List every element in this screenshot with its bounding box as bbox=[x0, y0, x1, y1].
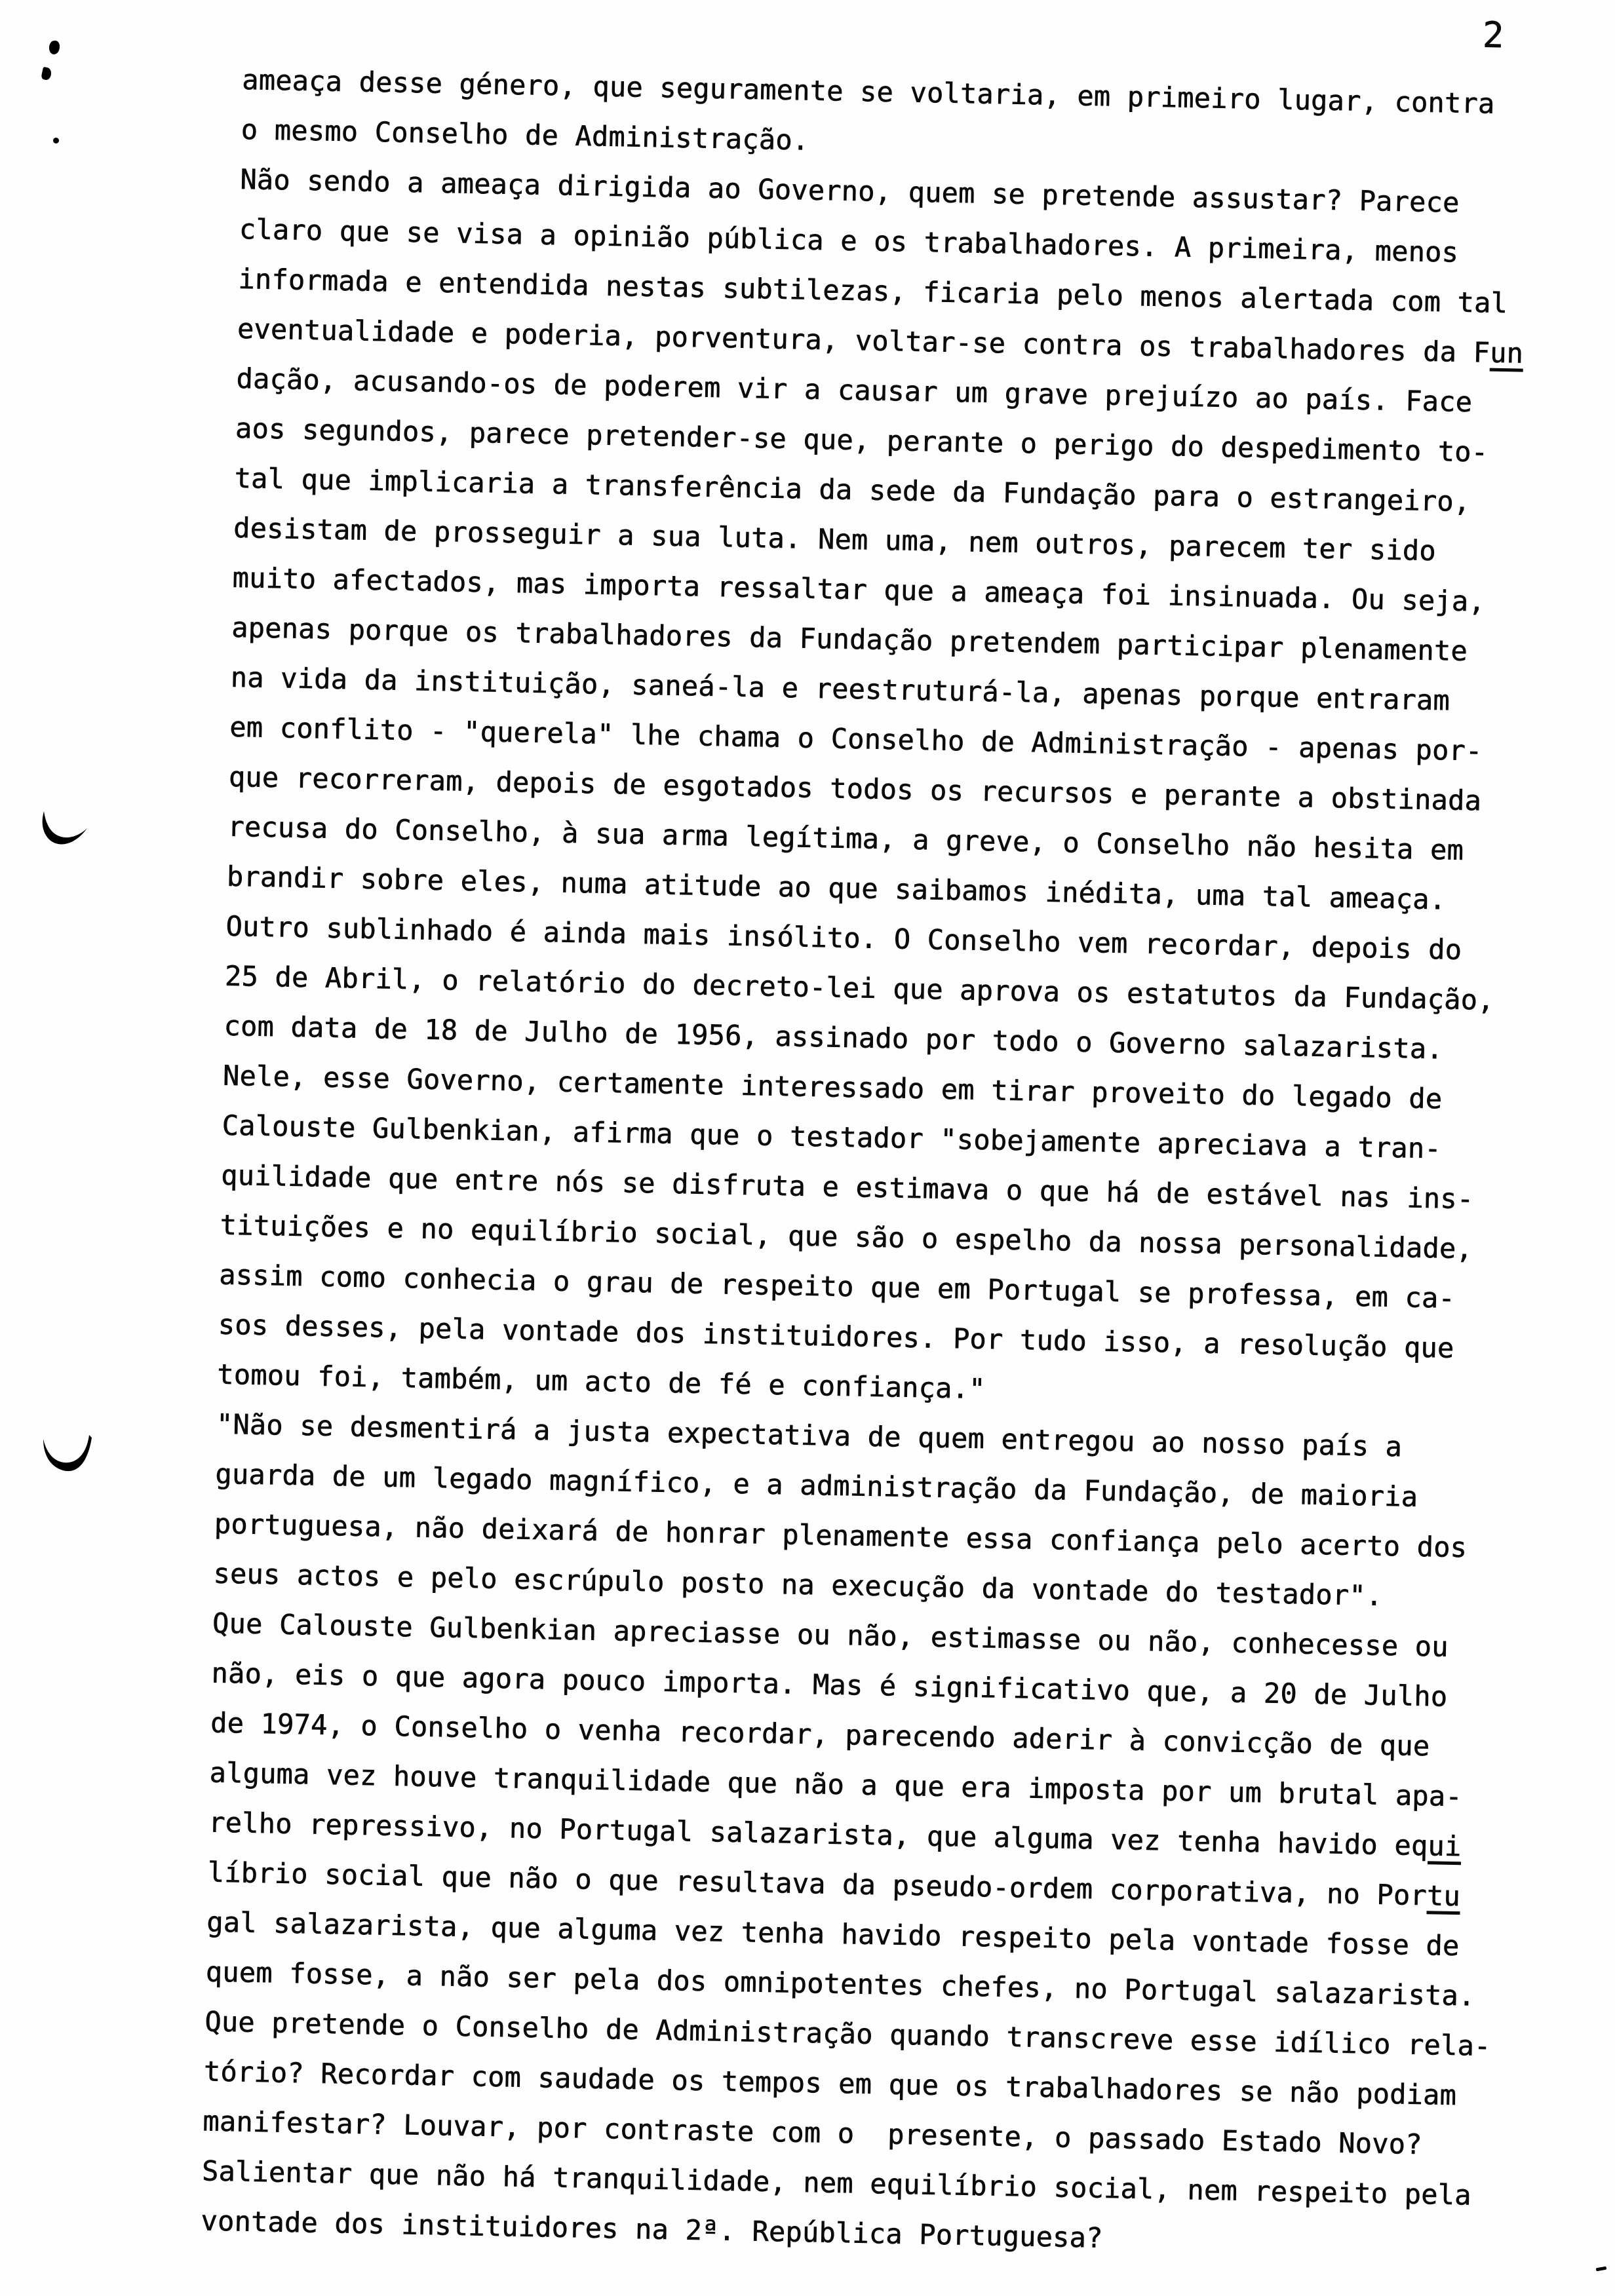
text-line: em conflito - "querela" lhe chama o Conselho de Administração - apenas por- bbox=[229, 710, 1483, 767]
text-line: tomou foi, também, um acto de fé e confiança." bbox=[216, 1358, 986, 1406]
text-line: aos segundos, parece pretender-se que, perante o perigo do despedimento to- bbox=[235, 411, 1489, 469]
text-line: claro que se visa a opinião pública e os trabalhadores. A primeira, menos bbox=[239, 212, 1459, 269]
text-line: tal que implicaria a transferência da sede da Fundação para o estrangeiro, bbox=[234, 461, 1471, 518]
text-line: apenas porque os trabalhadores da Fundação pretendem participar plenamente bbox=[231, 611, 1468, 668]
text-line: de 1974, o Conselho o venha recordar, parecendo aderir à convicção de que bbox=[210, 1706, 1430, 1763]
text-line: Que pretende o Conselho de Administração quando transcreve esse idílico rela- bbox=[204, 2005, 1492, 2063]
text-line: líbrio social que não o que resultava da pseudo-ordem corporativa, no Portu bbox=[207, 1856, 1461, 1913]
text-line: informada e entendida nestas subtilezas, ficaria pelo menos alertada com tal bbox=[238, 262, 1508, 320]
text-line: quilidade que entre nós se disfruta e estimava o que há de estável nas ins- bbox=[220, 1158, 1474, 1215]
text-line: recusa do Conselho, à sua arma legítima, a greve, o Conselho não hesita em bbox=[227, 810, 1464, 866]
handwritten-crescent-mark-icon bbox=[41, 1432, 96, 1476]
text-line: Nele, esse Governo, certamente interessado em tirar proveito do legado de bbox=[222, 1059, 1443, 1115]
text-line: seus actos e pelo escrúpulo posto na execução da vontade do testador". bbox=[213, 1557, 1383, 1612]
text-line: portuguesa, não deixará de honrar plenamente essa confiança pelo acerto dos bbox=[214, 1507, 1468, 1564]
text-line: que recorreram, depois de esgotados todos os recursos e perante a obstinada bbox=[228, 760, 1482, 817]
text-line: desistam de prosseguir a sua luta. Nem uma, nem outros, parecem ter sido bbox=[233, 511, 1437, 567]
text-line: tituições e no equilíbrio social, que são o espelho da nossa personalidade, bbox=[220, 1208, 1473, 1265]
page-number: 2 bbox=[1482, 14, 1505, 56]
text-line: gal salazarista, que alguma vez tenha havido respeito pela vontade fosse de bbox=[206, 1905, 1460, 1962]
text-line: vontade dos instituidores na 2ª. República Portuguesa? bbox=[201, 2204, 1104, 2254]
text-line: muito afectados, mas importa ressaltar que a ameaça foi insinuada. Ou seja, bbox=[232, 561, 1486, 618]
text-line: "Não se desmentirá a justa expectativa de quem entregou ao nosso país a bbox=[216, 1407, 1403, 1463]
text-line: dação, acusando-os de poderem vir a causar um grave prejuízo ao país. Face bbox=[236, 362, 1473, 419]
text-line: eventualidade e poderia, porventura, voltar-se contra os trabalhadores da Fun bbox=[237, 312, 1524, 370]
handwritten-crescent-mark-icon bbox=[39, 810, 92, 851]
text-line: alguma vez houve tranquilidade que não a que era imposta por um brutal apa- bbox=[209, 1756, 1463, 1813]
text-line: guarda de um legado magnífico, e a administração da Fundação, de maioria bbox=[215, 1457, 1418, 1513]
text-line: manifestar? Louvar, por contraste com o presente, o passado Estado Novo? bbox=[203, 2105, 1423, 2161]
text-line: relho repressivo, no Portugal salazarista, que alguma vez tenha havido equi bbox=[208, 1806, 1462, 1863]
text-line: 25 de Abril, o relatório do decreto-lei que aprova os estatutos da Fundação, bbox=[224, 959, 1495, 1016]
typed-text-block bbox=[201, 55, 1528, 2270]
text-line: na vida da instituição, saneá-la e reestruturá-la, apenas porque entraram bbox=[230, 660, 1450, 717]
text-line: Salientar que não há tranquilidade, nem equilíbrio social, nem respeito pela bbox=[201, 2154, 1472, 2211]
text-line: ameaça desse género, que seguramente se voltaria, em primeiro lugar, contra bbox=[241, 63, 1495, 120]
text-line: brandir sobre eles, numa atitude ao que saibamos inédita, uma tal ameaça. bbox=[226, 860, 1447, 916]
text-line: Outro sublinhado é ainda mais insólito. O Conselho vem recordar, depois do bbox=[225, 909, 1462, 966]
text-line: quem fosse, a não ser pela dos omnipotentes chefes, no Portugal salazarista. bbox=[205, 1955, 1476, 2012]
text-line: tório? Recordar com saudade os tempos em que os trabalhadores se não podiam bbox=[203, 2055, 1457, 2112]
text-line: com data de 18 de Julho de 1956, assinado por todo o Governo salazarista. bbox=[224, 1009, 1444, 1065]
text-line: Não sendo a ameaça dirigida ao Governo, quem se pretende assustar? Parece bbox=[240, 163, 1460, 219]
ink-tick-icon bbox=[1596, 2267, 1607, 2272]
text-line: o mesmo Conselho de Administração. bbox=[241, 113, 809, 157]
text-line: Calouste Gulbenkian, afirma que o testador "sobejamente apreciava a tran- bbox=[222, 1109, 1442, 1165]
text-line: Que Calouste Gulbenkian apreciasse ou não, estimasse ou não, conhecesse ou bbox=[212, 1607, 1449, 1663]
text-line: não, eis o que agora pouco importa. Mas é significativo que, a 20 de Julho bbox=[211, 1656, 1448, 1713]
ink-dot-icon bbox=[53, 138, 59, 144]
text-line: sos desses, pela vontade dos instituidores. Por tudo isso, a resolução que bbox=[218, 1308, 1455, 1364]
text-line: assim como conhecia o grau de respeito que em Portugal se professa, em ca- bbox=[218, 1258, 1456, 1314]
